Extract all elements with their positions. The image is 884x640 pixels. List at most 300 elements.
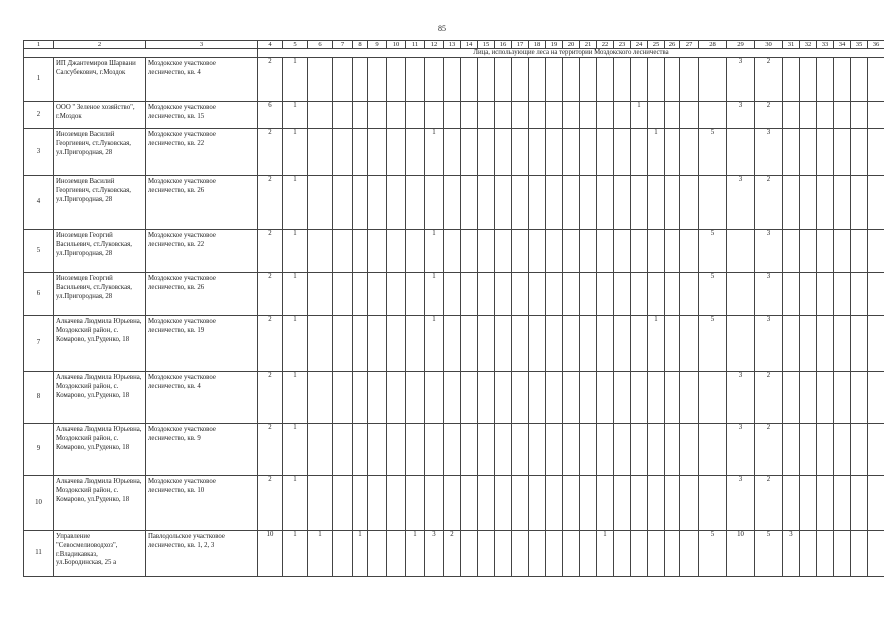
value-cell: [648, 424, 665, 476]
value-cell: [580, 476, 597, 531]
value-cell: [333, 230, 353, 273]
user-name-address: Алкачева Людмила Юрьевна, Моздокский район, с. Комарово, ул.Руденко, 18: [54, 424, 146, 476]
value-cell: [648, 230, 665, 273]
value-cell: [648, 102, 665, 129]
value-cell: [353, 176, 368, 230]
value-cell: 2: [755, 424, 783, 476]
value-cell: 10: [258, 531, 283, 577]
value-cell: [680, 476, 699, 531]
value-cell: [353, 316, 368, 372]
row-number: 1: [24, 58, 54, 102]
value-cell: [512, 58, 529, 102]
value-cell: [308, 476, 333, 531]
value-cell: [665, 129, 680, 176]
value-cell: [597, 176, 614, 230]
value-cell: 1: [283, 372, 308, 424]
value-cell: [868, 531, 884, 577]
column-number: 24: [631, 41, 648, 49]
value-cell: [665, 230, 680, 273]
user-name-address: ИП Джантемиров Шарвани Салсубекович, г.Моздок: [54, 58, 146, 102]
row-number: 5: [24, 230, 54, 273]
table-row: [24, 129, 884, 176]
value-cell: [333, 102, 353, 129]
value-cell: [834, 176, 851, 230]
value-cell: [868, 58, 884, 102]
value-cell: 2: [258, 129, 283, 176]
value-cell: [817, 476, 834, 531]
value-cell: [580, 102, 597, 129]
value-cell: [597, 230, 614, 273]
value-cell: [834, 531, 851, 577]
value-cell: [614, 372, 631, 424]
table-row: [24, 531, 884, 577]
value-cell: [800, 58, 817, 102]
value-cell: [512, 372, 529, 424]
value-cell: [800, 129, 817, 176]
value-cell: [834, 316, 851, 372]
forest-location: Моздокское участковое лесничество, кв. 4: [146, 372, 258, 424]
value-cell: [665, 424, 680, 476]
value-cell: [387, 58, 406, 102]
value-cell: [727, 316, 755, 372]
value-cell: 2: [755, 58, 783, 102]
value-cell: [478, 424, 495, 476]
value-cell: [614, 58, 631, 102]
value-cell: 3: [727, 102, 755, 129]
value-cell: 3: [783, 531, 800, 577]
value-cell: [597, 129, 614, 176]
value-cell: [368, 176, 387, 230]
user-name-address: ООО " Зеленое хозяйство", г.Моздок: [54, 102, 146, 129]
value-cell: [529, 424, 546, 476]
value-cell: [444, 230, 461, 273]
value-cell: [631, 176, 648, 230]
table-row: [24, 176, 884, 230]
value-cell: [478, 129, 495, 176]
row-number: 6: [24, 273, 54, 316]
value-cell: [563, 58, 580, 102]
value-cell: [368, 531, 387, 577]
value-cell: [580, 372, 597, 424]
value-cell: [333, 129, 353, 176]
value-cell: [406, 273, 425, 316]
table-row: [24, 476, 884, 531]
value-cell: 5: [699, 129, 727, 176]
value-cell: [495, 102, 512, 129]
value-cell: [333, 58, 353, 102]
value-cell: [308, 372, 333, 424]
value-cell: [614, 176, 631, 230]
value-cell: [563, 372, 580, 424]
column-number: 20: [563, 41, 580, 49]
value-cell: [406, 58, 425, 102]
value-cell: [444, 129, 461, 176]
value-cell: [851, 129, 868, 176]
value-cell: [461, 58, 478, 102]
value-cell: [461, 176, 478, 230]
value-cell: [529, 58, 546, 102]
value-cell: [851, 176, 868, 230]
value-cell: 3: [727, 372, 755, 424]
value-cell: 1: [425, 316, 444, 372]
value-cell: [597, 476, 614, 531]
value-cell: [478, 316, 495, 372]
column-number: 36: [868, 41, 884, 49]
forest-location: Моздокское участковое лесничество, кв. 9: [146, 424, 258, 476]
column-number: 29: [727, 41, 755, 49]
column-number: 28: [699, 41, 727, 49]
row-number: 3: [24, 129, 54, 176]
value-cell: [308, 424, 333, 476]
value-cell: [834, 424, 851, 476]
value-cell: [478, 372, 495, 424]
column-number: 33: [817, 41, 834, 49]
value-cell: [368, 273, 387, 316]
value-cell: [529, 372, 546, 424]
value-cell: [817, 230, 834, 273]
value-cell: [783, 129, 800, 176]
value-cell: [680, 176, 699, 230]
value-cell: [727, 230, 755, 273]
value-cell: [783, 424, 800, 476]
value-cell: [665, 316, 680, 372]
value-cell: [387, 424, 406, 476]
value-cell: 3: [755, 273, 783, 316]
value-cell: [478, 476, 495, 531]
column-number: 13: [444, 41, 461, 49]
user-name-address: Алкачева Людмила Юрьевна, Моздокский район, с. Комарово, ул.Руденко, 18: [54, 316, 146, 372]
value-cell: [648, 176, 665, 230]
value-cell: [851, 372, 868, 424]
value-cell: [368, 424, 387, 476]
value-cell: [614, 273, 631, 316]
value-cell: [665, 476, 680, 531]
value-cell: [387, 102, 406, 129]
column-number: 16: [495, 41, 512, 49]
value-cell: [512, 316, 529, 372]
value-cell: [546, 531, 563, 577]
value-cell: [495, 531, 512, 577]
table-row: [24, 58, 884, 102]
column-number: 4: [258, 41, 283, 49]
value-cell: [368, 129, 387, 176]
value-cell: [817, 176, 834, 230]
value-cell: [368, 58, 387, 102]
forest-location: Моздокское участковое лесничество, кв. 10: [146, 476, 258, 531]
value-cell: 2: [258, 316, 283, 372]
value-cell: [597, 424, 614, 476]
value-cell: [308, 273, 333, 316]
value-cell: [368, 230, 387, 273]
value-cell: [333, 316, 353, 372]
value-cell: [783, 316, 800, 372]
user-name-address: Управление "Севосмелиоводхоз", г.Владикавказ, ул.Бородинская, 25 а: [54, 531, 146, 577]
section-spacer: [24, 49, 258, 58]
value-cell: [563, 230, 580, 273]
value-cell: [406, 316, 425, 372]
value-cell: [580, 316, 597, 372]
value-cell: [817, 424, 834, 476]
value-cell: [308, 316, 333, 372]
column-number: 6: [308, 41, 333, 49]
value-cell: [680, 424, 699, 476]
value-cell: 1: [425, 230, 444, 273]
value-cell: [546, 273, 563, 316]
value-cell: [851, 531, 868, 577]
value-cell: [834, 58, 851, 102]
value-cell: [387, 230, 406, 273]
value-cell: [783, 58, 800, 102]
value-cell: [333, 176, 353, 230]
value-cell: [680, 230, 699, 273]
value-cell: [529, 176, 546, 230]
column-number: 21: [580, 41, 597, 49]
value-cell: 3: [755, 129, 783, 176]
value-cell: [631, 129, 648, 176]
table-row: [24, 273, 884, 316]
value-cell: 1: [597, 531, 614, 577]
value-cell: [495, 230, 512, 273]
column-number: 15: [478, 41, 495, 49]
value-cell: [308, 102, 333, 129]
value-cell: 2: [258, 372, 283, 424]
value-cell: [333, 273, 353, 316]
value-cell: [597, 273, 614, 316]
value-cell: [512, 102, 529, 129]
value-cell: [648, 531, 665, 577]
value-cell: [333, 476, 353, 531]
value-cell: 1: [283, 129, 308, 176]
value-cell: [353, 424, 368, 476]
value-cell: [665, 176, 680, 230]
row-number: 7: [24, 316, 54, 372]
forest-location: Моздокское участковое лесничество, кв. 22: [146, 230, 258, 273]
column-number-row: [24, 41, 884, 49]
row-number: 2: [24, 102, 54, 129]
value-cell: 1: [631, 102, 648, 129]
value-cell: [580, 273, 597, 316]
value-cell: 1: [283, 531, 308, 577]
value-cell: [353, 230, 368, 273]
value-cell: [800, 176, 817, 230]
value-cell: [665, 273, 680, 316]
value-cell: 5: [699, 316, 727, 372]
value-cell: [368, 476, 387, 531]
value-cell: 1: [308, 531, 333, 577]
row-number: 9: [24, 424, 54, 476]
value-cell: [868, 476, 884, 531]
value-cell: [444, 476, 461, 531]
value-cell: [353, 476, 368, 531]
value-cell: [461, 531, 478, 577]
value-cell: [461, 424, 478, 476]
value-cell: [665, 531, 680, 577]
value-cell: [868, 230, 884, 273]
value-cell: 1: [406, 531, 425, 577]
column-number: 30: [755, 41, 783, 49]
value-cell: [495, 372, 512, 424]
column-number: 32: [800, 41, 817, 49]
value-cell: [353, 102, 368, 129]
value-cell: 2: [755, 372, 783, 424]
value-cell: [444, 316, 461, 372]
value-cell: 1: [425, 273, 444, 316]
value-cell: [580, 129, 597, 176]
value-cell: [834, 273, 851, 316]
value-cell: [529, 273, 546, 316]
value-cell: [353, 58, 368, 102]
value-cell: [495, 129, 512, 176]
value-cell: 3: [425, 531, 444, 577]
value-cell: 2: [755, 476, 783, 531]
value-cell: [665, 58, 680, 102]
value-cell: [665, 102, 680, 129]
user-name-address: Алкачева Людмила Юрьевна, Моздокский район, с. Комарово, ул.Руденко, 18: [54, 372, 146, 424]
value-cell: 1: [283, 316, 308, 372]
value-cell: [834, 102, 851, 129]
value-cell: [851, 102, 868, 129]
value-cell: 6: [258, 102, 283, 129]
value-cell: [512, 230, 529, 273]
value-cell: [495, 176, 512, 230]
column-number: 12: [425, 41, 444, 49]
value-cell: [308, 129, 333, 176]
forest-location: Моздокское участковое лесничество, кв. 15: [146, 102, 258, 129]
value-cell: [387, 129, 406, 176]
value-cell: [631, 372, 648, 424]
value-cell: [406, 424, 425, 476]
value-cell: 5: [699, 273, 727, 316]
value-cell: [868, 424, 884, 476]
value-cell: [680, 273, 699, 316]
value-cell: [699, 58, 727, 102]
column-number: 26: [665, 41, 680, 49]
user-name-address: Иноземцев Георгий Васильевич, ст.Луковская, ул.Пригородная, 28: [54, 273, 146, 316]
row-number: 11: [24, 531, 54, 577]
value-cell: [868, 273, 884, 316]
value-cell: [834, 372, 851, 424]
forest-location: Моздокское участковое лесничество, кв. 26: [146, 273, 258, 316]
value-cell: [699, 102, 727, 129]
value-cell: [368, 372, 387, 424]
value-cell: [800, 476, 817, 531]
value-cell: [727, 129, 755, 176]
value-cell: [800, 316, 817, 372]
value-cell: [563, 316, 580, 372]
value-cell: 1: [283, 476, 308, 531]
value-cell: [461, 372, 478, 424]
value-cell: [406, 230, 425, 273]
value-cell: [699, 424, 727, 476]
value-cell: [529, 102, 546, 129]
value-cell: [563, 531, 580, 577]
forest-location: Моздокское участковое лесничество, кв. 26: [146, 176, 258, 230]
value-cell: 5: [755, 531, 783, 577]
value-cell: 3: [755, 230, 783, 273]
value-cell: 2: [444, 531, 461, 577]
value-cell: [699, 372, 727, 424]
value-cell: [546, 372, 563, 424]
column-number: 25: [648, 41, 665, 49]
value-cell: [680, 531, 699, 577]
value-cell: [478, 230, 495, 273]
value-cell: [817, 316, 834, 372]
value-cell: [783, 476, 800, 531]
forest-location: Моздокское участковое лесничество, кв. 22: [146, 129, 258, 176]
value-cell: [478, 58, 495, 102]
value-cell: [406, 176, 425, 230]
value-cell: [387, 372, 406, 424]
column-number: 35: [851, 41, 868, 49]
value-cell: [425, 476, 444, 531]
value-cell: 1: [648, 316, 665, 372]
value-cell: [800, 531, 817, 577]
column-number: 9: [368, 41, 387, 49]
value-cell: [387, 476, 406, 531]
value-cell: 1: [283, 424, 308, 476]
table-row: [24, 372, 884, 424]
value-cell: [333, 424, 353, 476]
value-cell: [512, 129, 529, 176]
value-cell: [563, 476, 580, 531]
table-row: [24, 316, 884, 372]
value-cell: [353, 273, 368, 316]
value-cell: [546, 176, 563, 230]
value-cell: [529, 129, 546, 176]
value-cell: [563, 176, 580, 230]
value-cell: [868, 176, 884, 230]
value-cell: [800, 424, 817, 476]
value-cell: [631, 316, 648, 372]
value-cell: 1: [283, 176, 308, 230]
value-cell: [631, 273, 648, 316]
value-cell: [406, 129, 425, 176]
value-cell: [800, 102, 817, 129]
value-cell: [868, 372, 884, 424]
value-cell: [680, 129, 699, 176]
value-cell: [563, 273, 580, 316]
value-cell: [834, 129, 851, 176]
row-number: 8: [24, 372, 54, 424]
value-cell: [851, 230, 868, 273]
column-number: 27: [680, 41, 699, 49]
column-number: 31: [783, 41, 800, 49]
value-cell: [631, 230, 648, 273]
value-cell: [817, 531, 834, 577]
value-cell: [529, 476, 546, 531]
value-cell: [597, 372, 614, 424]
value-cell: [817, 273, 834, 316]
column-number: 17: [512, 41, 529, 49]
value-cell: [546, 424, 563, 476]
value-cell: [444, 176, 461, 230]
value-cell: 1: [353, 531, 368, 577]
value-cell: [546, 102, 563, 129]
value-cell: [512, 531, 529, 577]
value-cell: 5: [699, 230, 727, 273]
value-cell: 3: [727, 176, 755, 230]
page-number: 85: [438, 24, 446, 33]
value-cell: [783, 102, 800, 129]
value-cell: [817, 58, 834, 102]
value-cell: [614, 476, 631, 531]
value-cell: [680, 316, 699, 372]
forest-location: Моздокское участковое лесничество, кв. 19: [146, 316, 258, 372]
value-cell: [851, 476, 868, 531]
value-cell: [546, 316, 563, 372]
value-cell: [648, 372, 665, 424]
column-number: 5: [283, 41, 308, 49]
